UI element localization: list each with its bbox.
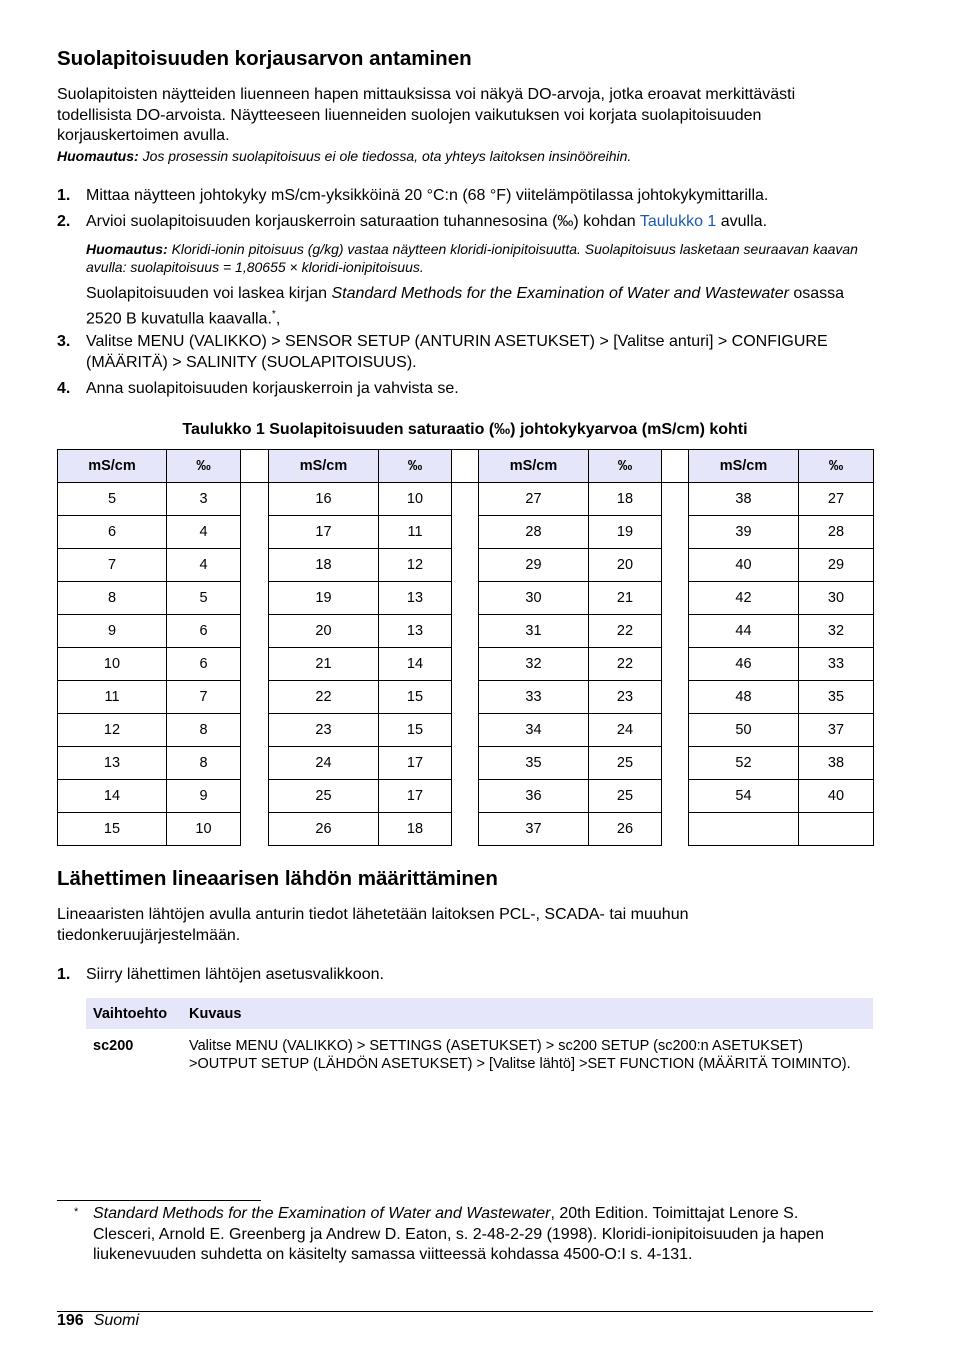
column-gap — [241, 516, 269, 549]
cell-permil: 14 — [379, 648, 452, 681]
column-gap — [662, 483, 689, 516]
column-gap — [662, 813, 689, 846]
column-gap — [241, 714, 269, 747]
cell-ms: 16 — [269, 483, 379, 516]
header-permil: ‰ — [799, 450, 874, 483]
table-row — [58, 681, 874, 714]
column-gap — [241, 648, 269, 681]
cell-permil: 5 — [167, 582, 241, 615]
step-text: Mittaa näytteen johtokyky mS/cm-yksikköinä 20 °C:n (68 °F) viitelämpötilassa johtokykymittarilla. — [86, 187, 769, 204]
cell-permil: 33 — [799, 648, 874, 681]
cell-ms: 18 — [269, 549, 379, 582]
column-gap — [662, 549, 689, 582]
header-permil: ‰ — [589, 450, 662, 483]
cell-permil: 25 — [589, 747, 662, 780]
cell-ms: 36 — [479, 780, 589, 813]
cell-permil: 9 — [167, 780, 241, 813]
section-title-linear-output: Lähettimen lineaarisen lähdön määrittäminen — [57, 867, 498, 890]
cell-permil: 19 — [589, 516, 662, 549]
table-row — [58, 747, 874, 780]
step-text: Valitse MENU (VALIKKO) > SENSOR SETUP (ANTURIN ASETUKSET) > [Valitse anturi] > CONFIGURE (MÄÄRITÄ) > SALINITY (SUOLAPITOISUUS). — [86, 333, 828, 371]
cell-permil: 40 — [799, 780, 874, 813]
table-row — [58, 648, 874, 681]
cell-permil: 35 — [799, 681, 874, 714]
cell-permil: 10 — [167, 813, 241, 846]
table-row — [58, 582, 874, 615]
cell-ms: 37 — [479, 813, 589, 846]
cell-ms: 31 — [479, 615, 589, 648]
cell-ms: 5 — [58, 483, 167, 516]
cell-ms: 40 — [689, 549, 799, 582]
cell-permil: 26 — [589, 813, 662, 846]
cell-permil: 15 — [379, 681, 452, 714]
column-gap — [241, 450, 269, 483]
header-ms: mS/cm — [689, 450, 799, 483]
column-gap — [452, 648, 479, 681]
table-row — [58, 780, 874, 813]
cell-permil: 30 — [799, 582, 874, 615]
cell-ms: 46 — [689, 648, 799, 681]
footer-language: Suomi — [93, 1312, 140, 1329]
column-gap — [452, 450, 479, 483]
cell-ms: 23 — [269, 714, 379, 747]
column-gap — [662, 747, 689, 780]
column-gap — [452, 681, 479, 714]
column-gap — [452, 549, 479, 582]
salinity-intro — [57, 85, 857, 165]
cell-ms: 10 — [58, 648, 167, 681]
cell-permil: 28 — [799, 516, 874, 549]
table-body — [58, 483, 874, 846]
cell-ms: 15 — [58, 813, 167, 846]
column-gap — [662, 681, 689, 714]
options-table — [86, 998, 873, 1073]
cell-ms: 50 — [689, 714, 799, 747]
column-gap — [452, 714, 479, 747]
cell-ms: 8 — [58, 582, 167, 615]
cell-permil: 8 — [167, 747, 241, 780]
table-1-link[interactable]: Taulukko 1 — [639, 213, 717, 230]
header-permil: ‰ — [379, 450, 452, 483]
book-title: Standard Methods for the Examination of Water and Wastewater — [331, 285, 789, 302]
column-gap — [241, 483, 269, 516]
note-text: Jos prosessin suolapitoisuus ei ole tiedossa, ota yhteys laitoksen insinööreihin. — [142, 147, 632, 164]
cell-ms: 27 — [479, 483, 589, 516]
linear-output-intro: Lineaaristen lähtöjen avulla anturin tiedot lähetetään laitoksen PCL-, SCADA- tai muuhun tiedonkeruujärjestelmään. — [57, 906, 689, 944]
cell-permil: 27 — [799, 483, 874, 516]
table-row — [58, 615, 874, 648]
cell-ms: 29 — [479, 549, 589, 582]
column-gap — [662, 516, 689, 549]
footnote-book-title: Standard Methods for the Examination of Water and Wastewater — [93, 1205, 551, 1222]
column-gap — [241, 681, 269, 714]
cell-permil: 15 — [379, 714, 452, 747]
options-header-row — [86, 998, 873, 1029]
cell-permil: 8 — [167, 714, 241, 747]
cell-permil: 21 — [589, 582, 662, 615]
step-2-extra — [86, 284, 873, 329]
cell-ms — [689, 813, 799, 846]
step-text — [86, 212, 873, 233]
header-permil: ‰ — [167, 450, 241, 483]
cell-ms: 14 — [58, 780, 167, 813]
table-row — [58, 549, 874, 582]
extra-text: osassa 2520 B kuvatulla kaavalla. — [86, 285, 845, 327]
cell-ms: 9 — [58, 615, 167, 648]
cell-permil: 37 — [799, 714, 874, 747]
cell-permil: 32 — [799, 615, 874, 648]
cell-ms: 12 — [58, 714, 167, 747]
cell-ms: 13 — [58, 747, 167, 780]
column-gap — [662, 714, 689, 747]
column-gap — [452, 516, 479, 549]
section-title-salinity: Suolapitoisuuden korjausarvon antaminen — [57, 47, 472, 70]
cell-ms: 32 — [479, 648, 589, 681]
column-gap — [452, 483, 479, 516]
column-gap — [241, 780, 269, 813]
step-text-part: Arvioi suolapitoisuuden korjauskerroin saturaation tuhannesosina (‰) kohdan — [86, 213, 640, 230]
header-ms: mS/cm — [479, 450, 589, 483]
cell-ms: 30 — [479, 582, 589, 615]
column-gap — [662, 615, 689, 648]
header-description: Kuvaus — [182, 998, 873, 1029]
cell-permil: 25 — [589, 780, 662, 813]
cell-permil: 4 — [167, 549, 241, 582]
column-gap — [241, 747, 269, 780]
option-description: Valitse MENU (VALIKKO) > SETTINGS (ASETUKSET) > sc200 SETUP (sc200:n ASETUKSET) >OUTPUT SETUP (LÄHDÖN ASETUKSET) > [Valitse lähtö] >SET FUNCTION (MÄÄRITÄ TOIMINTO). — [189, 1038, 851, 1072]
footnote-mark: * — [74, 1206, 79, 1218]
cell-ms: 28 — [479, 516, 589, 549]
step-text-part: avulla. — [716, 213, 768, 230]
cell-permil: 38 — [799, 747, 874, 780]
table-row — [58, 714, 874, 747]
cell-permil: 6 — [167, 648, 241, 681]
column-gap — [241, 549, 269, 582]
footnote-text — [93, 1204, 853, 1266]
table-row — [58, 813, 874, 846]
column-gap — [241, 813, 269, 846]
cell-permil: 10 — [379, 483, 452, 516]
cell-ms: 38 — [689, 483, 799, 516]
step-number: 4. — [57, 380, 71, 397]
extra-text: , — [275, 309, 281, 327]
step-number: 2. — [57, 213, 71, 230]
header-ms: mS/cm — [58, 450, 167, 483]
salinity-note — [57, 147, 857, 165]
cell-permil: 7 — [167, 681, 241, 714]
step-2-note — [86, 240, 873, 276]
column-gap — [452, 747, 479, 780]
table-row — [58, 483, 874, 516]
cell-ms: 21 — [269, 648, 379, 681]
cell-permil: 23 — [589, 681, 662, 714]
step-number: 3. — [57, 333, 71, 350]
cell-ms: 39 — [689, 516, 799, 549]
column-gap — [662, 780, 689, 813]
cell-ms: 6 — [58, 516, 167, 549]
column-gap — [662, 582, 689, 615]
header-ms: mS/cm — [269, 450, 379, 483]
cell-permil: 29 — [799, 549, 874, 582]
option-row — [86, 1029, 873, 1073]
extra-text: Suolapitoisuuden voi laskea kirjan — [86, 285, 332, 302]
cell-ms: 35 — [479, 747, 589, 780]
column-gap — [662, 648, 689, 681]
column-gap — [241, 615, 269, 648]
cell-ms: 24 — [269, 747, 379, 780]
cell-ms: 20 — [269, 615, 379, 648]
step-text: Anna suolapitoisuuden korjauskerroin ja vahvista se. — [86, 380, 459, 397]
column-gap — [452, 582, 479, 615]
cell-permil: 3 — [167, 483, 241, 516]
cell-ms: 44 — [689, 615, 799, 648]
cell-permil: 22 — [589, 615, 662, 648]
column-gap — [662, 450, 689, 483]
cell-ms: 25 — [269, 780, 379, 813]
note-label: Huomautus: — [57, 147, 139, 164]
cell-permil: 22 — [589, 648, 662, 681]
table-header-row — [58, 450, 874, 483]
cell-ms: 11 — [58, 681, 167, 714]
table-row — [58, 516, 874, 549]
footnote-body: , 20th Edition. Toimittajat Lenore S. Clesceri, Arnold E. Greenberg ja Andrew D. Eaton, s. 2-48-2-29 (1998). Kloridi-ionipitoisuuden ja hapen liukenevuuden suhdetta on käsitelty samassa viitteessä kohdassa 4500-O:I s. 4-131. — [93, 1205, 825, 1263]
cell-permil: 18 — [589, 483, 662, 516]
cell-permil: 6 — [167, 615, 241, 648]
footnote-divider — [57, 1200, 261, 1201]
cell-ms: 42 — [689, 582, 799, 615]
cell-permil: 4 — [167, 516, 241, 549]
note-text: Kloridi-ionin pitoisuus (g/kg) vastaa näytteen kloridi-ionipitoisuutta. Suolapitoisuus lasketaan seuraavan kaavan avulla: suolapitoisuus = 1,80655 × kloridi-ionipitoisuus. — [86, 241, 858, 275]
cell-permil — [799, 813, 874, 846]
cell-ms: 54 — [689, 780, 799, 813]
cell-ms: 7 — [58, 549, 167, 582]
cell-permil: 12 — [379, 549, 452, 582]
salinity-intro-text: Suolapitoisten näytteiden liuenneen hapen mittauksissa voi näkyä DO-arvoja, jotka eroavat merkittävästi todellisista DO-arvoista. Näytteeseen liuenneiden suolojen vaikutuksen voi korjata suolapitoisuuden korjauskertoimen avulla. — [57, 86, 796, 144]
cell-ms: 34 — [479, 714, 589, 747]
step-text: Siirry lähettimen lähtöjen asetusvalikkoon. — [86, 966, 384, 983]
cell-ms: 17 — [269, 516, 379, 549]
step-number: 1. — [57, 966, 71, 983]
cell-ms: 26 — [269, 813, 379, 846]
cell-permil: 24 — [589, 714, 662, 747]
table-caption: Taulukko 1 Suolapitoisuuden saturaatio (‰) johtokykyarvoa (mS/cm) kohti — [182, 421, 748, 438]
footnote-ref[interactable]: * — [271, 308, 276, 320]
page-number: 196 — [57, 1312, 84, 1329]
cell-ms: 22 — [269, 681, 379, 714]
page-footer — [57, 1312, 139, 1330]
cell-permil: 11 — [379, 516, 452, 549]
salinity-table — [57, 449, 874, 846]
cell-permil: 13 — [379, 582, 452, 615]
cell-permil: 17 — [379, 780, 452, 813]
column-gap — [452, 813, 479, 846]
footer-divider — [57, 1311, 873, 1312]
note-label: Huomautus: — [86, 241, 168, 257]
option-key: sc200 — [93, 1038, 134, 1054]
cell-ms: 19 — [269, 582, 379, 615]
cell-permil: 18 — [379, 813, 452, 846]
column-gap — [452, 615, 479, 648]
column-gap — [241, 582, 269, 615]
cell-permil: 13 — [379, 615, 452, 648]
cell-ms: 52 — [689, 747, 799, 780]
column-gap — [452, 780, 479, 813]
cell-ms: 48 — [689, 681, 799, 714]
cell-ms: 33 — [479, 681, 589, 714]
cell-permil: 17 — [379, 747, 452, 780]
step-number: 1. — [57, 187, 71, 204]
cell-permil: 20 — [589, 549, 662, 582]
header-option: Vaihtoehto — [86, 998, 182, 1029]
